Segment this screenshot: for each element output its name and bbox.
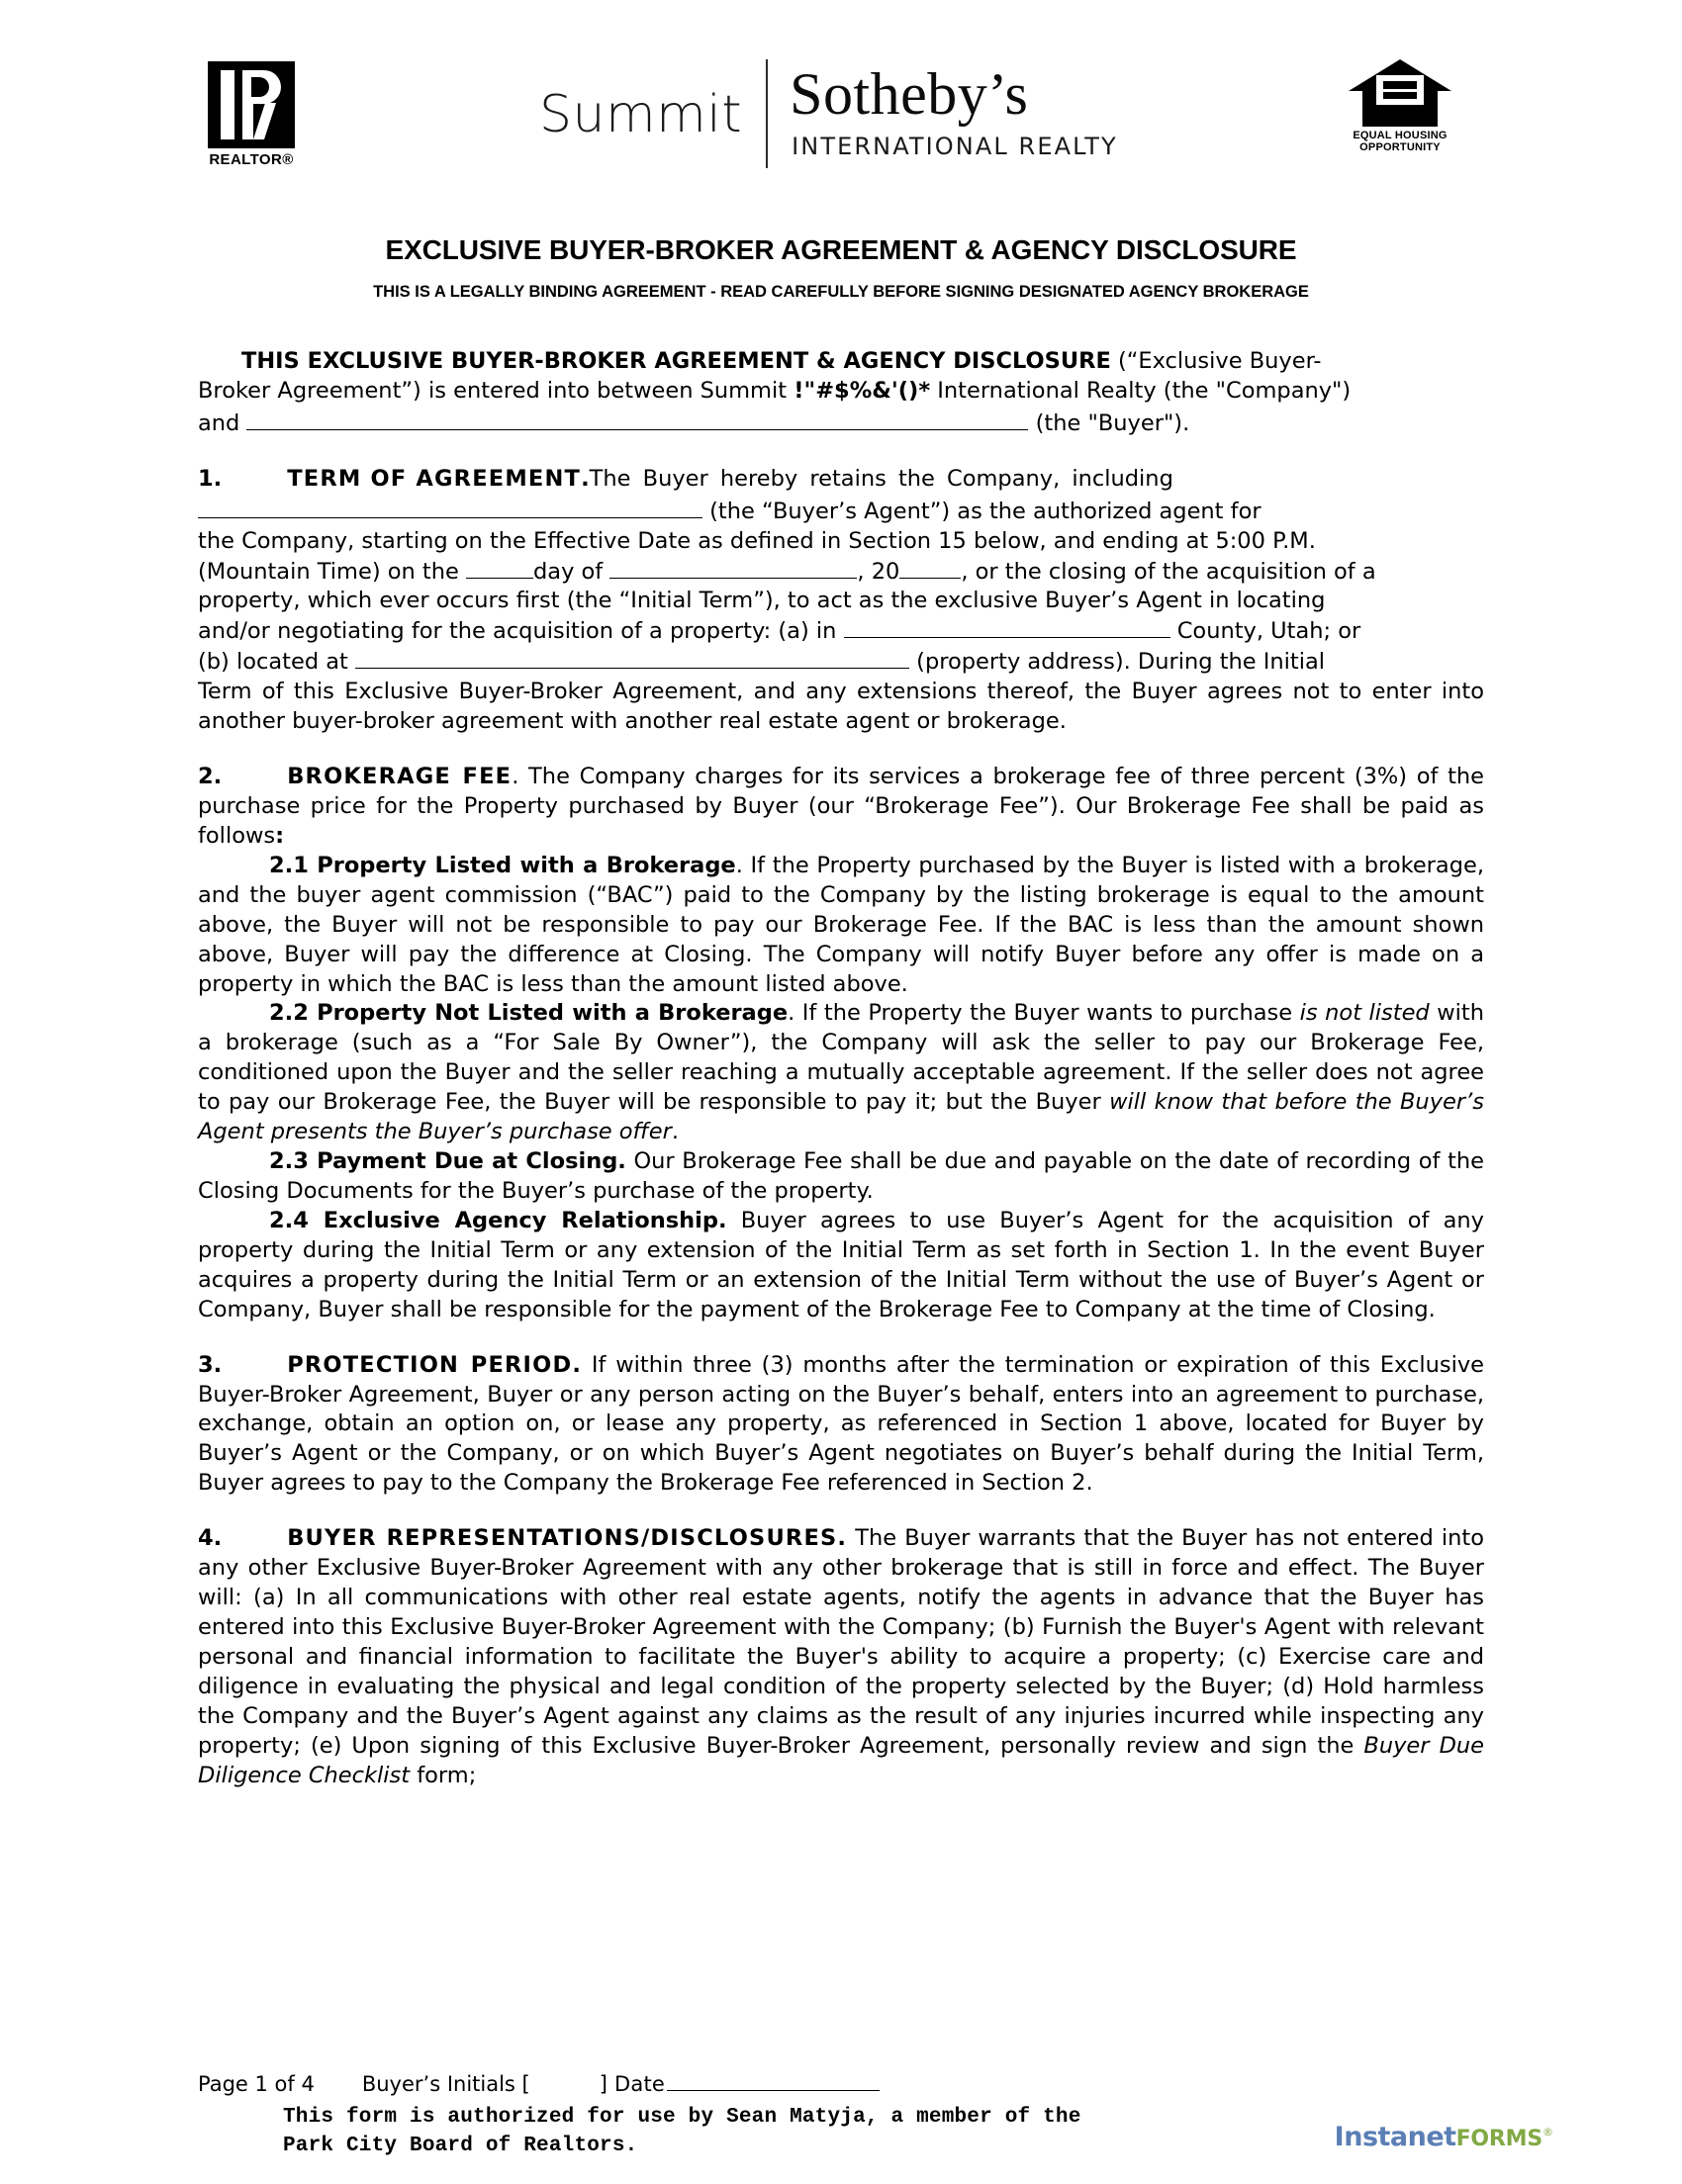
realtor-logo bbox=[203, 61, 300, 168]
section-3-number: 3. bbox=[198, 1351, 223, 1378]
section-4 bbox=[198, 1524, 1484, 1790]
buyers-initials-field[interactable] bbox=[534, 2071, 600, 2091]
section-1-heading: TERM OF AGREEMENT bbox=[287, 465, 582, 492]
subsection-2-4 bbox=[198, 1207, 1484, 1325]
section-1-line-4 bbox=[198, 557, 1484, 588]
section-1-body-4c: , 20 bbox=[857, 558, 900, 585]
footer-initials-row bbox=[198, 2071, 1484, 2096]
section-1-body-7b: (property address). During the Initial bbox=[909, 649, 1326, 676]
realtor-registered-mark: ® bbox=[282, 151, 294, 168]
document-body bbox=[0, 347, 1682, 1790]
section-1-line-8: Term of this Exclusive Buyer-Broker Agreement, and any extensions thereof, the Buyer agrees not to enter into another buyer-broker agreement with another real estate agent or brokerage. bbox=[198, 679, 1484, 735]
instanet-logo-part1: Instanet bbox=[1334, 2122, 1456, 2152]
page-title: EXCLUSIVE BUYER-BROKER AGREEMENT & AGENCY DISCLOSURE bbox=[385, 234, 1297, 265]
document-header bbox=[0, 0, 1682, 183]
intro-lead-rest: (“Exclusive Buyer- bbox=[1110, 348, 1322, 374]
authorization-line-2: Park City Board of Realtors. bbox=[283, 2134, 638, 2157]
subsection-2-1-body: . If the Property purchased by the Buyer is listed with a brokerage, and the buyer agent commission (“BAC”) paid to the Company by the listing brokerage is equal to the amount above, the Buyer will not be responsible to pay our Brokerage Fee. If the BAC is less than the amount shown above, Buyer will pay the difference at Closing. The Company will notify Buyer before any offer is made on a property in which the BAC is less than the amount listed above. bbox=[198, 852, 1484, 997]
buyers-initials-label: Buyer’s Initials [ bbox=[361, 2072, 530, 2097]
section-2-number: 2. bbox=[198, 764, 223, 790]
equal-housing-line1: EQUAL HOUSING bbox=[1353, 130, 1448, 141]
summit-wordmark: Summit bbox=[539, 85, 743, 144]
day-blank[interactable] bbox=[466, 557, 533, 579]
section-4-number: 4. bbox=[198, 1525, 223, 1552]
section-1-body-4a: (Mountain Time) on the bbox=[198, 558, 466, 585]
page-number: Page 1 of 4 bbox=[198, 2072, 315, 2097]
section-1-line-2 bbox=[198, 495, 1484, 527]
subsection-2-1 bbox=[198, 852, 1484, 1000]
intro-garbled-glyphs: !"#$%&'()* bbox=[794, 377, 931, 404]
instanet-forms-logo bbox=[1335, 2122, 1553, 2152]
month-blank[interactable] bbox=[609, 557, 857, 579]
intro-line3-a: and bbox=[198, 410, 247, 436]
intro-line2-a: Broker Agreement”) is entered into between Summit bbox=[198, 377, 794, 404]
subsection-2-2-body-c: . bbox=[671, 1119, 680, 1145]
subsection-2-2-italic-1: is not listed bbox=[1299, 1000, 1430, 1027]
house-icon bbox=[1341, 59, 1459, 127]
logo-divider bbox=[766, 59, 768, 168]
realtor-word-text: REALTOR bbox=[209, 151, 283, 168]
document-footer bbox=[0, 2071, 1682, 2160]
section-2 bbox=[198, 763, 1484, 852]
section-1-number: 1. bbox=[198, 465, 223, 492]
section-3-heading: PROTECTION PERIOD. bbox=[287, 1351, 583, 1378]
intro-paragraph bbox=[198, 347, 1484, 377]
section-1-body-2: (the “Buyer’s Agent”) as the authorized agent for bbox=[702, 498, 1262, 524]
buyers-agent-blank[interactable] bbox=[198, 495, 702, 518]
subsection-2-2-body-a: . If the Property the Buyer wants to purchase bbox=[788, 1000, 1300, 1027]
equal-housing-caption bbox=[1341, 130, 1459, 154]
sothebys-subtitle: INTERNATIONAL REALTY bbox=[792, 132, 1118, 160]
sothebys-wordmark: Sotheby’s bbox=[790, 61, 1029, 127]
section-1-line-3: the Company, starting on the Effective Date as defined in Section 15 below, and ending at 5:00 P.M. bbox=[198, 527, 1316, 554]
intro-line-3 bbox=[198, 407, 1484, 439]
section-1-body-6a: and/or negotiating for the acquisition of a property: (a) in bbox=[198, 618, 844, 645]
subsection-2-2-heading: 2.2 Property Not Listed with a Brokerage bbox=[269, 1000, 789, 1027]
intro-line-2 bbox=[198, 377, 1484, 407]
subsection-2-4-body: Buyer agrees to use Buyer’s Agent for the acquisition of any property during the Initial Term or any extension of the Initial Term as set forth in Section 1. In the event Buyer acquires a property during the Initial Term or an extension of the Initial Term without the use of Buyer’s Agent or Company, Buyer shall be responsible for the payment of the Brokerage Fee to Company at the time of Closing. bbox=[198, 1207, 1484, 1322]
equal-housing-line2: OPPORTUNITY bbox=[1359, 141, 1441, 154]
page-subtitle: THIS IS A LEGALLY BINDING AGREEMENT - READ CAREFULLY BEFORE SIGNING DESIGNATED AGENCY BROKERAGE bbox=[373, 283, 1309, 301]
footer-date-field[interactable] bbox=[667, 2071, 880, 2091]
realtor-wordmark bbox=[203, 151, 300, 168]
section-1-heading-period: . bbox=[581, 465, 590, 492]
subsection-2-3-body: Our Brokerage Fee shall be due and payable on the date of recording of the Closing Documents for the Buyer’s purchase of the property. bbox=[198, 1148, 1484, 1204]
section-3 bbox=[198, 1351, 1484, 1500]
subsection-2-4-heading: 2.4 Exclusive Agency Relationship. bbox=[269, 1207, 727, 1233]
summit-sothebys-logo bbox=[539, 59, 1118, 168]
instanet-registered-mark: ® bbox=[1542, 2126, 1553, 2138]
section-1-line-6 bbox=[198, 616, 1484, 647]
section-4-body-a: The Buyer warrants that the Buyer has not entered into any other Exclusive Buyer-Broker Agreement with any other brokerage that is still in force and effect. The Buyer will: (a) In all communications with other real estate agents, notify the agents in advance that the Buyer has entered into this Exclusive Buyer-Broker Agreement with the Company; (b) Furnish the Buyer's Agent with relevant personal and financial information to facilitate the Buyer's ability to acquire a property; (c) Exercise care and diligence in evaluating the physical and legal condition of the property selected by the Buyer; (d) Hold harmless the Company and the Buyer’s Agent against any claims as the result of any injuries incurred while inspecting any property; (e) Upon signing of this Exclusive Buyer-Broker Agreement, personally review and sign the bbox=[198, 1525, 1484, 1759]
subsection-2-2-italic-2: will know that before the Buyer’s Agent presents the Buyer’s purchase offer bbox=[198, 1089, 1484, 1145]
section-1-body-7a: (b) located at bbox=[198, 649, 356, 676]
section-3-body: If within three (3) months after the termination or expiration of this Exclusive Buyer-Broker Agreement, Buyer or any person acting on the Buyer’s behalf, enters into an agreement to purchase, exchange, obtain an option on, or lease any property, as referenced in Section 1 above, located for Buyer by Buyer’s Agent or the Company, or on which Buyer’s Agent negotiates on Buyer’s behalf during the Initial Term, Buyer agrees to pay to the Company the Brokerage Fee referenced in Section 2. bbox=[198, 1351, 1484, 1497]
authorization-line-1: This form is authorized for use by Sean Matyja, a member of the bbox=[283, 2106, 1081, 2130]
buyer-name-blank[interactable] bbox=[246, 407, 1028, 430]
section-2-body: . The Company charges for its services a brokerage fee of three percent (3%) of the purchase price for the Property purchased by Buyer (our “Brokerage Fee”). Our Brokerage Fee shall be paid as follows bbox=[198, 764, 1484, 849]
section-4-italic: Buyer Due Diligence Checklist bbox=[198, 1732, 1484, 1788]
intro-lead-bold: THIS EXCLUSIVE BUYER-BROKER AGREEMENT & AGENCY DISCLOSURE bbox=[241, 348, 1111, 374]
subsection-2-3 bbox=[198, 1147, 1484, 1207]
section-1-body-4b: day of bbox=[533, 558, 610, 585]
authorization-notice bbox=[198, 2104, 1484, 2160]
section-1-body-1: The Buyer hereby retains the Company, including bbox=[589, 465, 1173, 492]
intro-line3-b: (the "Buyer"). bbox=[1028, 410, 1190, 436]
county-blank[interactable] bbox=[844, 616, 1170, 638]
intro-line2-b: International Realty (the "Company") bbox=[930, 377, 1352, 404]
section-2-heading: BROKERAGE FEE bbox=[287, 764, 513, 790]
subsection-2-2-body-b: with a brokerage (such as a “For Sale By Owner”), the Company will ask the seller to pay our Brokerage Fee, conditioned upon the Buyer and the seller reaching a mutually acceptable agreement. If the seller does not agree to pay our Brokerage Fee, the Buyer will be responsible to pay it; but the Buyer bbox=[198, 1000, 1484, 1116]
subsection-2-2 bbox=[198, 999, 1484, 1147]
realtor-r-icon bbox=[208, 61, 295, 148]
section-2-body-tail: : bbox=[275, 822, 285, 849]
section-1-line-5: property, which ever occurs first (the “Initial Term”), to act as the exclusive Buyer’s Agent in locating bbox=[198, 588, 1326, 614]
section-4-body-b: form; bbox=[410, 1762, 477, 1788]
instanet-logo-part2: FORMS bbox=[1455, 2127, 1542, 2151]
year-blank[interactable] bbox=[899, 557, 961, 579]
property-address-blank[interactable] bbox=[355, 647, 909, 669]
equal-housing-opportunity-logo bbox=[1341, 59, 1459, 154]
section-1-line-7 bbox=[198, 647, 1484, 678]
section-1-line-1 bbox=[198, 465, 1484, 495]
buyers-initials-close-label: ] Date bbox=[599, 2072, 666, 2097]
subsection-2-3-heading: 2.3 Payment Due at Closing. bbox=[269, 1148, 626, 1175]
subsection-2-1-heading: 2.1 Property Listed with a Brokerage bbox=[269, 852, 736, 878]
section-1-body-6b: County, Utah; or bbox=[1169, 618, 1361, 645]
section-4-heading: BUYER REPRESENTATIONS/DISCLOSURES. bbox=[287, 1525, 848, 1552]
section-1-body-4d: , or the closing of the acquisition of a bbox=[961, 558, 1376, 585]
